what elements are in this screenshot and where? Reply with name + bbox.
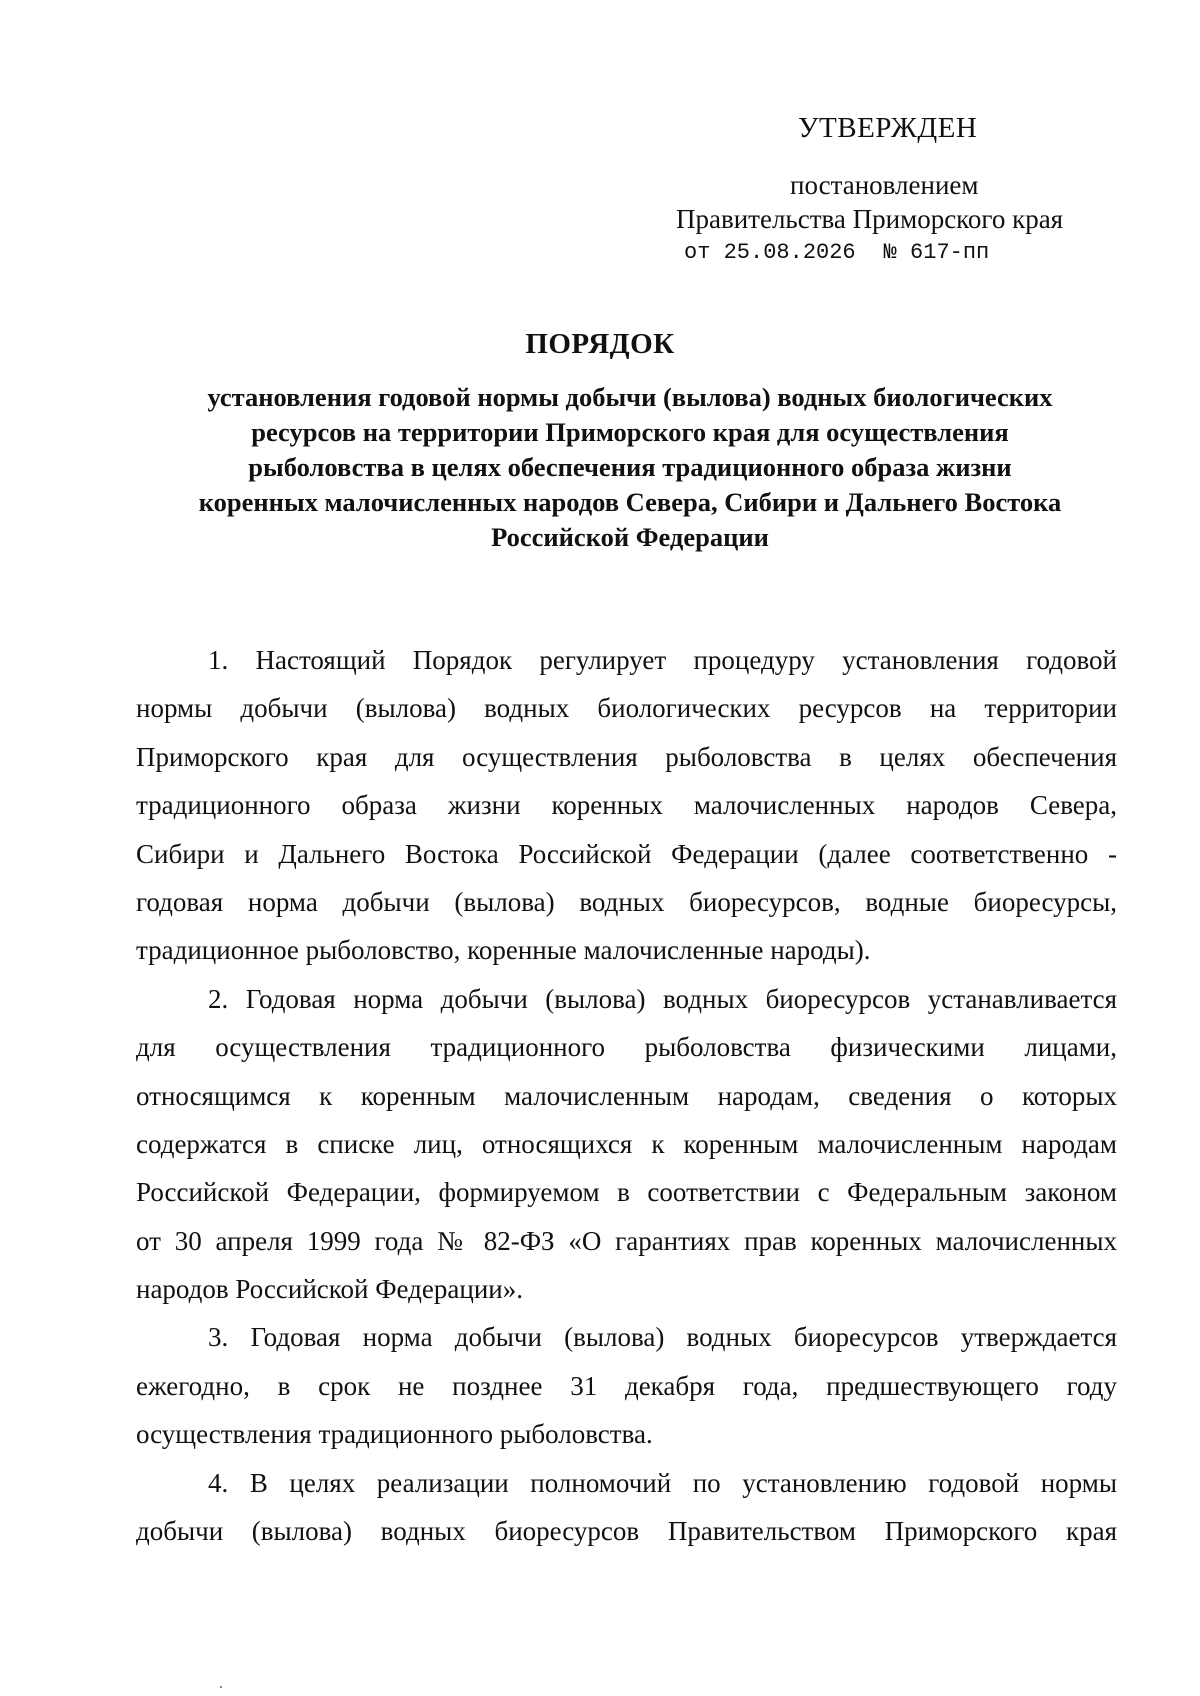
text-line: содержатся в списке лиц, относящихся к коренным малочисленным народам (136, 1128, 1117, 1159)
text-line: добычи (вылова) водных биоресурсов Правительством Приморского края (136, 1516, 1117, 1547)
approval-authority: Правительства Приморского края (676, 204, 1064, 234)
scan-artifact (220, 1686, 222, 1688)
text-line: 4. В целях реализации полномочий по установлению годовой нормы (208, 1467, 1117, 1498)
approval-title: УТВЕРЖДЕН (798, 112, 978, 144)
text-line: относящимся к коренным малочисленным народам, сведения о которых (136, 1080, 1117, 1111)
text-line: годовая норма добычи (вылова) водных биоресурсов, водные биоресурсы, (136, 886, 1117, 917)
text-line: народов Российской Федерации». (136, 1274, 523, 1305)
text-line: 1. Настоящий Порядок регулирует процедуру установления годовой (208, 645, 1117, 675)
approval-date: от 25.08.2026 (684, 240, 856, 265)
document-body (136, 636, 1117, 1555)
text-line: нормы добычи (вылова) водных биологических ресурсов на территории (136, 693, 1117, 724)
text-line: от 30 апреля 1999 года № 82-ФЗ «О гарантиях прав коренных малочисленных (136, 1225, 1117, 1256)
document-subtitle (150, 380, 1110, 555)
paragraph-3 (136, 1313, 1117, 1458)
approval-date-number (684, 240, 989, 265)
text-line: ежегодно, в срок не позднее 31 декабря года, предшествующего году (136, 1370, 1117, 1401)
text-line: Сибири и Дальнего Востока Российской Федерации (далее соответственно - (136, 838, 1117, 869)
approval-resolution-label: постановлением (790, 170, 979, 200)
text-line: для осуществления традиционного рыболовства физическими лицами, (136, 1032, 1117, 1063)
text-line: 3. Годовая норма добычи (вылова) водных биоресурсов утверждается (208, 1322, 1117, 1353)
text-line: традиционного образа жизни коренных малочисленных народов Севера, (136, 790, 1117, 821)
subtitle-line: Российской Федерации (491, 522, 769, 552)
text-line: 2. Годовая норма добычи (вылова) водных биоресурсов устанавливается (208, 983, 1117, 1014)
document-title: ПОРЯДОК (525, 328, 675, 360)
paragraph-2 (136, 975, 1117, 1314)
text-line: традиционное рыболовство, коренные малочисленные народы). (136, 935, 871, 966)
text-line: осуществления традиционного рыболовства. (136, 1419, 653, 1450)
text-line: Приморского края для осуществления рыболовства в целях обеспечения (136, 741, 1117, 772)
subtitle-line: установления годовой нормы добычи (вылова) водных биологических (207, 382, 1053, 412)
approval-number: № 617-пп (883, 240, 990, 265)
text-line: Российской Федерации, формируемом в соответствии с Федеральным законом (136, 1177, 1117, 1208)
subtitle-line: ресурсов на территории Приморского края для осуществления (251, 417, 1009, 447)
paragraph-1 (136, 636, 1117, 975)
subtitle-line: рыболовства в целях обеспечения традиционного образа жизни (248, 452, 1012, 482)
paragraph-4 (136, 1459, 1117, 1556)
subtitle-line: коренных малочисленных народов Севера, Сибири и Дальнего Востока (198, 487, 1062, 517)
